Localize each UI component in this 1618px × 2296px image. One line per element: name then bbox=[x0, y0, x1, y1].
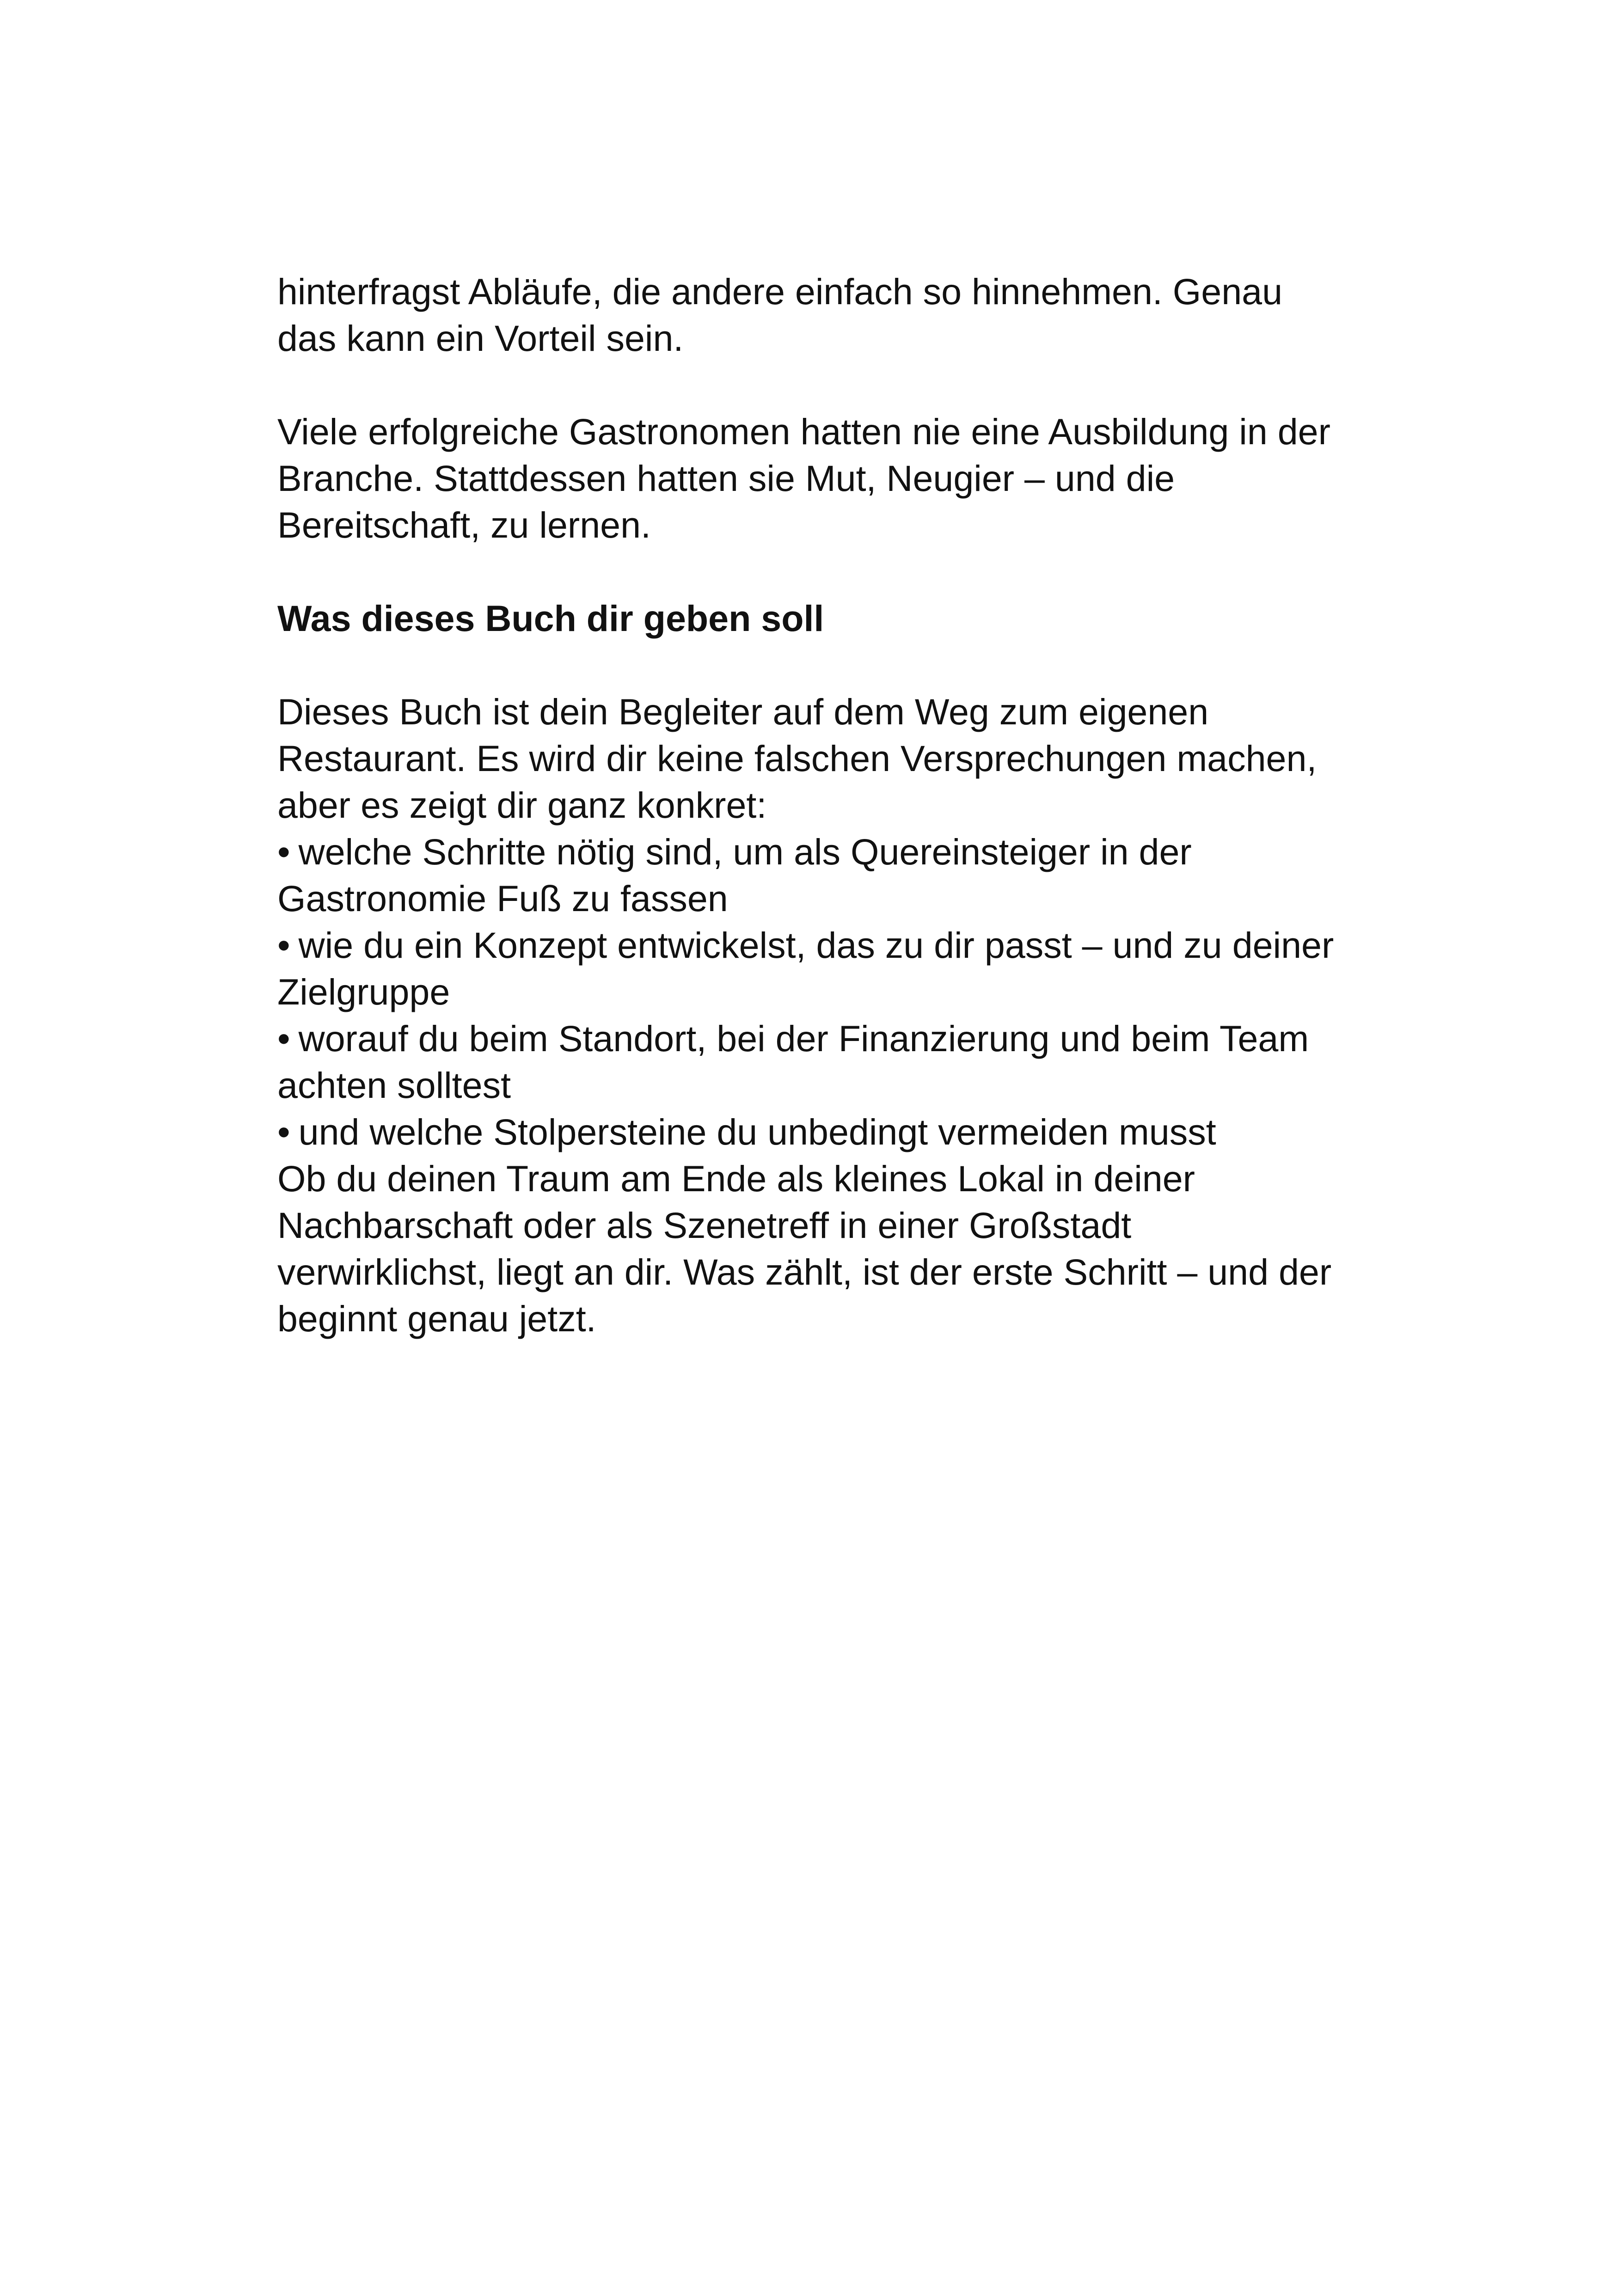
paragraph-2: Viele erfolgreiche Gastronomen hatten nie eine Ausbildung in der Branche. Stattdessen hatten sie Mut, Neugier – und die Bereitschaft, zu lernen. bbox=[277, 411, 1330, 545]
list-item-text: worauf du beim Standort, bei der Finanzierung und beim Team achten solltest bbox=[277, 1018, 1309, 1106]
list-item bbox=[277, 1015, 1350, 1108]
page-content bbox=[277, 268, 1350, 1342]
list-item-text: wie du ein Konzept entwickelst, das zu dir passt – und zu deiner Zielgruppe bbox=[277, 925, 1334, 1012]
bullet-icon bbox=[277, 925, 299, 966]
list-item-text: und welche Stolpersteine du unbedingt vermeiden musst bbox=[298, 1111, 1216, 1152]
bullet-icon bbox=[277, 1018, 299, 1059]
section-heading: Was dieses Buch dir geben soll bbox=[277, 598, 824, 639]
bullet-list bbox=[277, 828, 1350, 1155]
list-item bbox=[277, 922, 1350, 1015]
closing-paragraph: Ob du deinen Traum am Ende als kleines Lokal in deiner Nachbarschaft oder als Szenetreff in einer Großstadt verwirklichst, liegt an dir. Was zählt, ist der erste Schritt – und der beginnt genau jetzt. bbox=[277, 1158, 1332, 1339]
paragraph-1: hinterfragst Abläufe, die andere einfach so hinnehmen. Genau das kann ein Vorteil sein. bbox=[277, 271, 1283, 359]
bullet-icon bbox=[277, 1111, 299, 1152]
list-item bbox=[277, 1108, 1350, 1155]
list-item bbox=[277, 828, 1350, 922]
list-item-text: welche Schritte nötig sind, um als Quereinsteiger in der Gastronomie Fuß zu fassen bbox=[277, 831, 1192, 919]
intro-paragraph: Dieses Buch ist dein Begleiter auf dem Weg zum eigenen Restaurant. Es wird dir keine falschen Versprechungen machen, aber es zeigt dir ganz konkret: bbox=[277, 691, 1317, 826]
bullet-icon bbox=[277, 831, 299, 872]
